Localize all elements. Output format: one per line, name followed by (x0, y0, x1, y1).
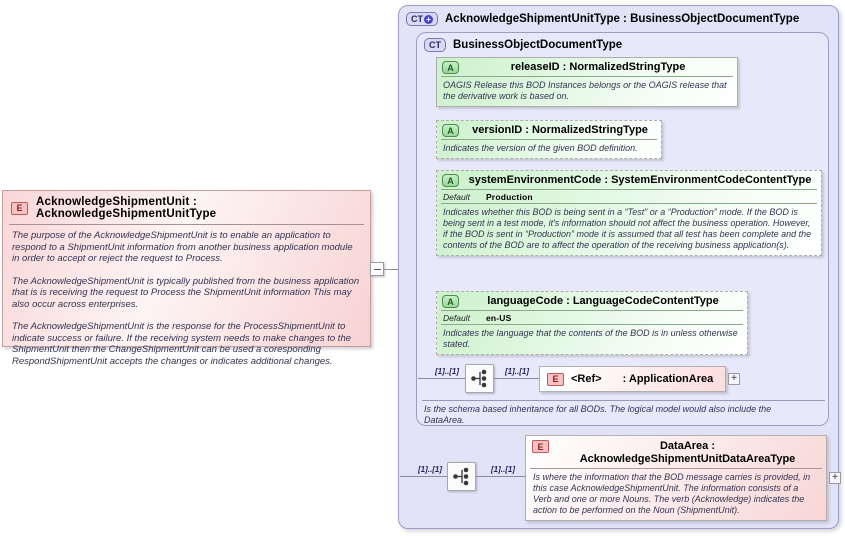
attribute-language-code[interactable] (436, 291, 748, 355)
expand-icon[interactable]: + (728, 373, 740, 385)
attribute-doc: OAGIS Release this BOD Instances belongs or the OAGIS release that the derivative work is based on. (443, 80, 727, 101)
element-title: AcknowledgeShipmentUnit : AcknowledgeShipmentUnitType (36, 196, 217, 220)
attribute-system-environment-code[interactable] (436, 170, 822, 256)
attribute-default-row (437, 311, 747, 324)
expand-icon[interactable]: + (829, 472, 841, 484)
element-badge-icon: E (532, 440, 549, 453)
element-badge-icon: E (11, 202, 28, 215)
complex-type-header (399, 6, 838, 30)
element-documentation (3, 225, 370, 383)
attribute-title: versionID : NormalizedStringType (472, 124, 648, 136)
collapse-icon[interactable] (370, 262, 384, 276)
acknowledge-shipment-unit-type-box[interactable] (398, 5, 839, 529)
attribute-title: systemEnvironmentCode : SystemEnvironmentCodeContentType (468, 174, 812, 186)
divider (422, 400, 825, 401)
complex-type-derived-badge-icon: CT + (406, 12, 438, 26)
element-badge-icon: E (547, 373, 564, 386)
connector-line (384, 269, 399, 270)
data-area-element-box[interactable] (525, 435, 827, 521)
doc-paragraph: The AcknowledgeShipmentUnit is the response for the ProcessShipmentUnit to indicate success or failure. If the receiving system needs to make changes to the ShipmentUnit then the ChangeShipmentUnit can be used a coresponding RespondShipmentUnit accepts the changes or indicates additional changes. (12, 321, 352, 367)
attribute-badge-icon: A (442, 174, 459, 187)
default-label: Default (443, 192, 470, 202)
application-area-ref-element-box[interactable] (539, 366, 726, 392)
element-header (3, 191, 370, 224)
attribute-badge-icon: A (442, 61, 459, 74)
attribute-badge-icon: A (442, 124, 459, 137)
complex-type-title: AcknowledgeShipmentUnitType : BusinessObjectDocumentType (445, 13, 800, 25)
derivation-plus-icon: + (424, 15, 433, 24)
sequence-icon[interactable] (447, 462, 476, 491)
ref-element-name: <Ref> (571, 373, 602, 385)
data-area-title: DataArea : AcknowledgeShipmentUnitDataAreaType (579, 440, 796, 465)
cardinality-label: [1]..[1] (491, 465, 515, 474)
default-label: Default (443, 313, 470, 323)
default-value: en-US (485, 313, 512, 323)
connector-line (418, 378, 465, 379)
attribute-release-id[interactable] (436, 57, 738, 107)
complex-type-badge-icon: CT (424, 38, 446, 52)
attribute-title: languageCode : LanguageCodeContentType (487, 295, 719, 307)
attribute-default-row (437, 190, 821, 203)
cardinality-label: [1]..[1] (505, 367, 529, 376)
doc-paragraph: The purpose of the AcknowledgeShipmentUnit is to enable an application to respond to a ShipmentUnit information from another business application module in order to accept or reject the request to Process. (12, 230, 353, 264)
cardinality-label: [1]..[1] (418, 465, 442, 474)
attribute-title: releaseID : NormalizedStringType (510, 61, 686, 73)
connector-line (494, 378, 539, 379)
attribute-doc: Indicates the language that the contents of the BOD is in unless otherwise stated. (443, 328, 738, 349)
default-value: Production (485, 192, 533, 202)
business-object-document-type-box[interactable] (416, 32, 829, 426)
base-type-header (417, 33, 828, 55)
cardinality-label: [1]..[1] (435, 367, 459, 376)
data-area-doc: Is where the information that the BOD message carries is provided, in this case AcknowledgeShipmentUnit. The information consists of a Verb and one or more Nouns. The verb (Acknowledge) indicates the action to be performed on the Noun (ShipmentUnit). (533, 472, 811, 515)
base-type-title: BusinessObjectDocumentType (453, 39, 623, 51)
attribute-badge-icon: A (442, 295, 459, 308)
sequence-icon[interactable] (465, 364, 494, 393)
acknowledge-shipment-unit-element-box[interactable] (2, 190, 371, 367)
connector-line (400, 476, 447, 477)
attribute-doc: Indicates the version of the given BOD definition. (443, 143, 638, 153)
attribute-doc: Indicates whether this BOD is being sent in a “Test” or a “Production” mode. If the BOD is being sent in a test mode, it's information should not affect the business operation. However, if the BOD is sent in “Production” mode it is assumed that all test has been complete and the contents of the BOD are to affect the operation of the receiving business application(s). (443, 207, 812, 250)
attribute-version-id[interactable] (436, 120, 662, 159)
connector-line (476, 476, 525, 477)
base-type-doc: Is the schema based inheritance for all BODs. The logical model would also include the DataArea. (424, 404, 772, 425)
ref-element-type: : ApplicationArea (622, 373, 714, 385)
doc-paragraph: The AcknowledgeShipmentUnit is typically published from the business application that is is receiving the request to Process the ShipmentUnit information This may also occur across enterprises. (12, 275, 360, 310)
